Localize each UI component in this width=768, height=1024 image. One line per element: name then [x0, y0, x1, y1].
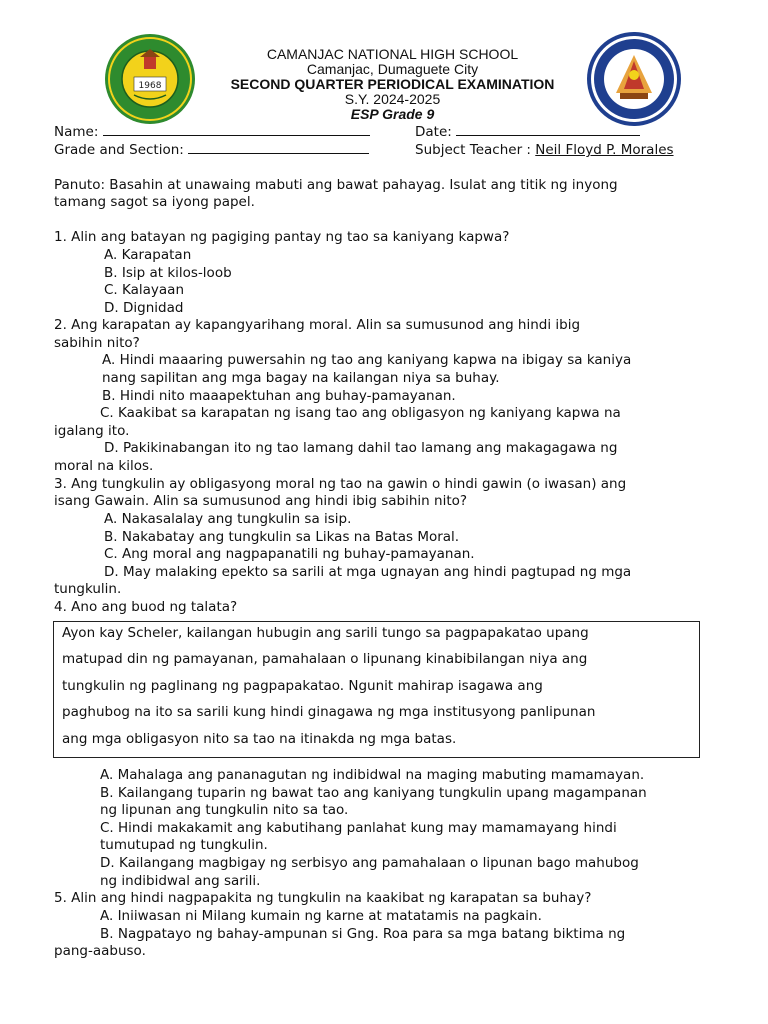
subject-teacher-field: [415, 142, 674, 160]
date-label: Date:: [415, 124, 452, 140]
q2-option-a-line-2: nang sapilitan ang mga bagay na kailangan niya sa buhay.: [102, 370, 500, 386]
q3-option-c: C. Ang moral ang nagpapanatili ng buhay-pamayanan.: [104, 546, 475, 562]
passage-line-3: tungkulin ng paglinang ng pagpapakatao. Ngunit mahirap isagawa ang: [62, 678, 543, 694]
q3-option-d-line-1: D. May malaking epekto sa sarili at mga ugnayan ang hindi pagtupad ng mga: [104, 564, 632, 580]
teacher-name: Neil Floyd P. Morales: [535, 142, 674, 158]
school-year: S.Y. 2024-2025: [344, 91, 441, 107]
instructions-line-2: tamang sagot sa iyong papel.: [54, 194, 255, 210]
school-address: Camanjac, Dumaguete City: [306, 61, 479, 77]
q3-stem-line-1: 3. Ang tungkulin ay obligasyong moral ng tao na gawin o hindi gawin (o iwasan) ang: [54, 476, 627, 492]
instructions-line-1: Panuto: Basahin at unawaing mabuti ang bawat pahayag. Isulat ang titik ng inyong: [54, 177, 618, 193]
school-logo: [104, 33, 196, 125]
grade-section-blank[interactable]: [188, 142, 369, 154]
q2-option-b: B. Hindi nito maaapektuhan ang buhay-pamayanan.: [102, 388, 456, 404]
q2-stem-line-1: 2. Ang karapatan ay kapangyarihang moral. Alin sa sumusunod ang hindi ibig: [54, 317, 581, 333]
teacher-label: Subject Teacher :: [415, 142, 531, 158]
q4-option-b-line-1: B. Kailangang tuparin ng bawat tao ang kaniyang tungkulin upang magampanan: [100, 785, 647, 801]
q3-stem-line-2: isang Gawain. Alin sa sumusunod ang hindi ibig sabihin nito?: [54, 493, 468, 509]
q3-option-a: A. Nakasalalay ang tungkulin sa isip.: [104, 511, 352, 527]
q5-option-b-line-1: B. Nagpatayo ng bahay-ampunan si Gng. Roa para sa mga batang biktima ng: [100, 926, 626, 942]
q4-option-a: A. Mahalaga ang pananagutan ng indibidwal na maging mabuting mamamayan.: [100, 767, 645, 783]
q4-option-b-line-2: ng lipunan ang tungkulin nito sa tao.: [100, 802, 349, 818]
q2-option-c-line-2: igalang ito.: [54, 423, 130, 439]
grade-section-field[interactable]: [54, 142, 369, 160]
date-field[interactable]: [415, 124, 640, 142]
q5-option-a: A. Iniiwasan ni Milang kumain ng karne at matatamis na pagkain.: [100, 908, 542, 924]
q1-stem: 1. Alin ang batayan ng pagiging pantay ng tao sa kaniyang kapwa?: [54, 229, 510, 245]
q4-option-d-line-1: D. Kailangang magbigay ng serbisyo ang pamahalaan o lipunan bago mahubog: [100, 855, 639, 871]
passage-line-4: paghubog na ito sa sarili kung hindi ginagawa ng mga institusyong panlipunan: [62, 704, 596, 720]
q1-option-c: C. Kalayaan: [104, 282, 185, 298]
q5-stem: 5. Alin ang hindi nagpapakita ng tungkulin na kaakibat ng karapatan sa buhay?: [54, 890, 592, 906]
logo-year: 1968: [138, 81, 162, 91]
passage-line-5: ang mga obligasyon nito sa tao na itinakda ng mga batas.: [62, 731, 457, 747]
name-blank[interactable]: [103, 124, 370, 136]
q1-option-b: B. Isip at kilos-loob: [104, 265, 232, 281]
date-blank[interactable]: [456, 124, 640, 136]
q4-stem: 4. Ano ang buod ng talata?: [54, 599, 238, 615]
q4-option-d-line-2: ng indibidwal ang sarili.: [100, 873, 261, 889]
passage-line-1: Ayon kay Scheler, kailangan hubugin ang sarili tungo sa pagpapakatao upang: [62, 625, 589, 641]
q3-option-d-line-2: tungkulin.: [54, 581, 122, 597]
q2-option-d-line-1: D. Pakikinabangan ito ng tao lamang dahil tao lamang ang makagagawa ng: [104, 440, 618, 456]
q2-option-c-line-1: C. Kaakibat sa karapatan ng isang tao ang obligasyon ng kaniyang kapwa na: [100, 405, 621, 421]
subject-title: ESP Grade 9: [350, 106, 435, 122]
q2-option-a-line-1: A. Hindi maaaring puwersahin ng tao ang kaniyang kapwa na ibigay sa kaniya: [102, 352, 632, 368]
name-label: Name:: [54, 124, 99, 140]
q5-option-b-line-2: pang-aabuso.: [54, 943, 146, 959]
q1-option-a: A. Karapatan: [104, 247, 192, 263]
q4-option-c-line-1: C. Hindi makakamit ang kabutihang panlahat kung may mamamayang hindi: [100, 820, 617, 836]
name-field[interactable]: [54, 124, 370, 142]
q1-option-d: D. Dignidad: [104, 300, 184, 316]
q2-stem-line-2: sabihin nito?: [54, 335, 140, 351]
passage-line-2: matupad din ng pamayanan, pamahalaan o lipunang kinabibilangan niya ang: [62, 651, 588, 667]
q4-option-c-line-2: tumutupad ng tungkulin.: [100, 837, 268, 853]
grade-section-label: Grade and Section:: [54, 142, 184, 158]
q3-option-b: B. Nakabatay ang tungkulin sa Likas na Batas Moral.: [104, 529, 460, 545]
school-name: CAMANJAC NATIONAL HIGH SCHOOL: [266, 46, 519, 62]
exam-title: SECOND QUARTER PERIODICAL EXAMINATION: [230, 76, 555, 92]
q2-option-d-line-2: moral na kilos.: [54, 458, 154, 474]
deped-division-seal: [586, 31, 682, 127]
